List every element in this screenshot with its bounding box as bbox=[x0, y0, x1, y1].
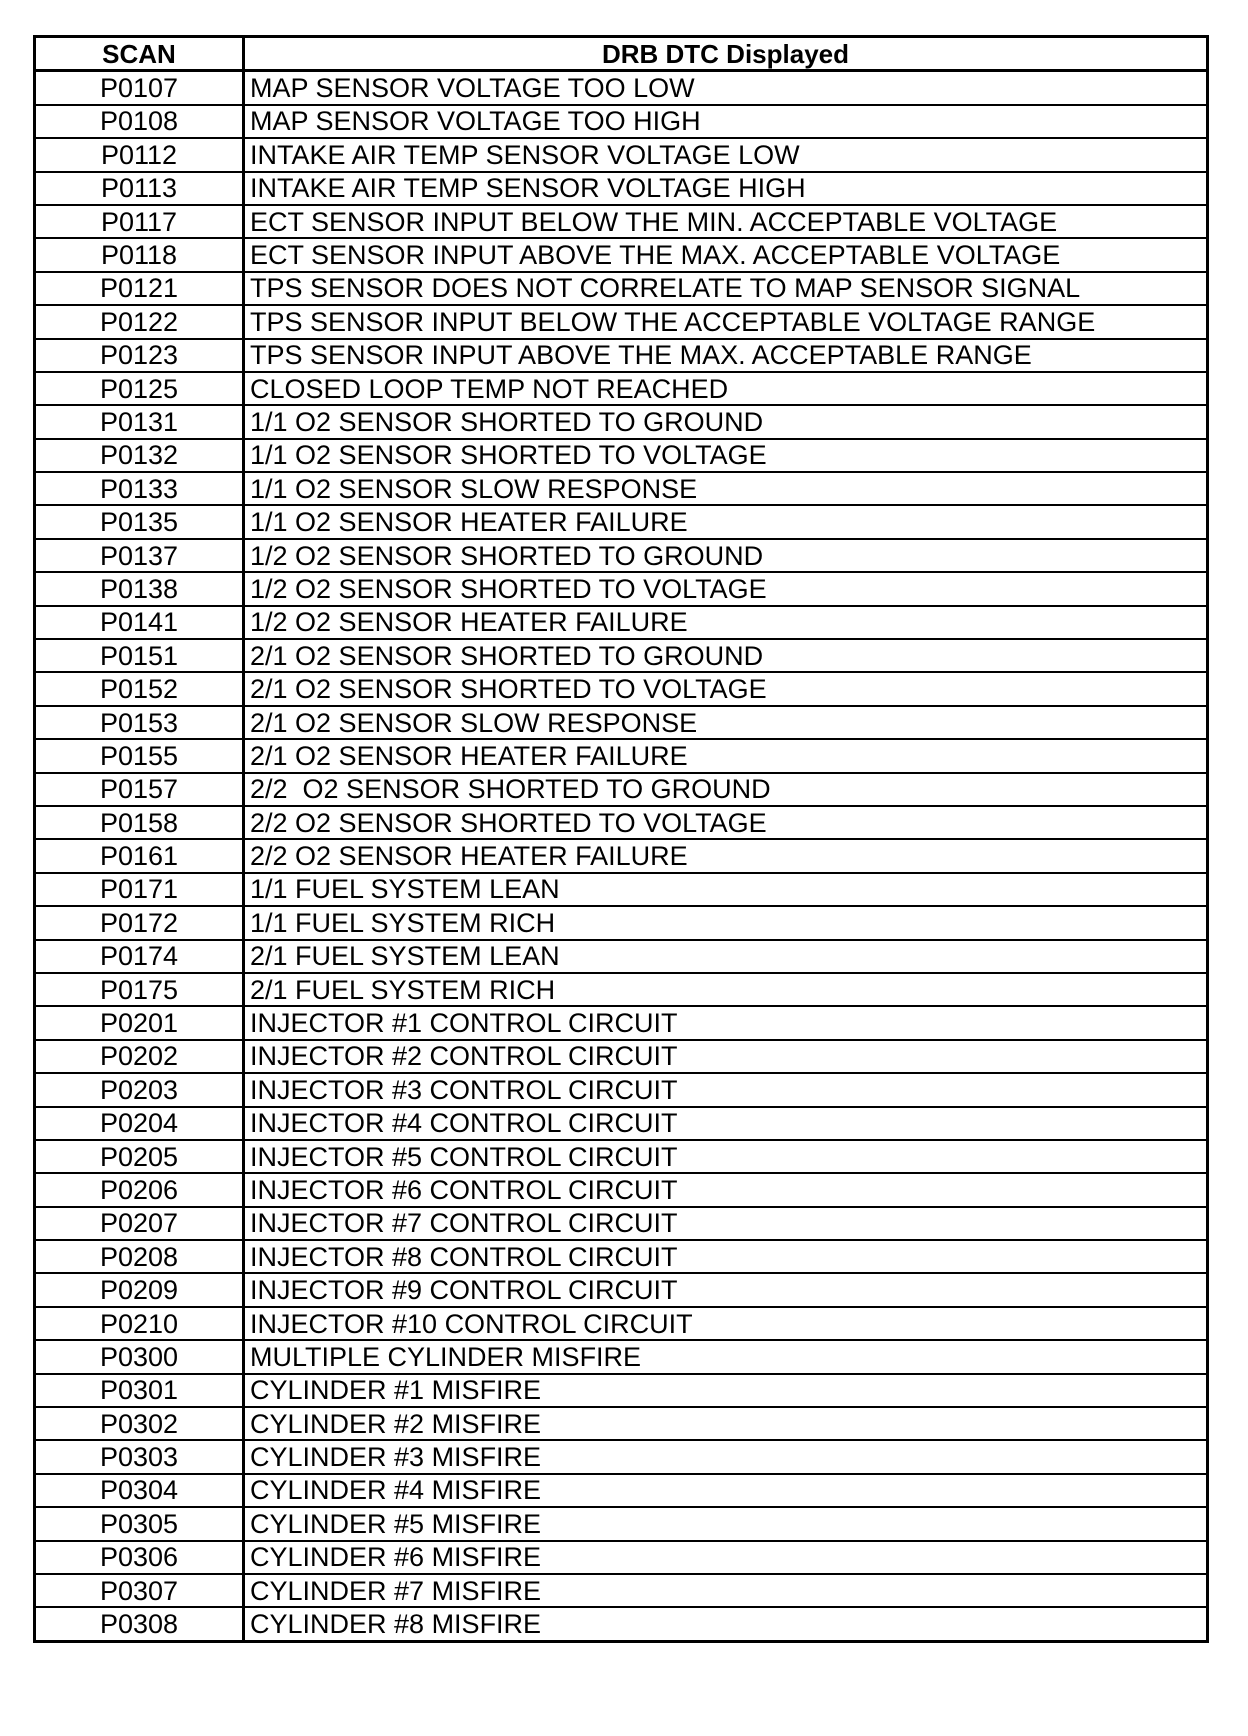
dtc-description-cell: 1/1 O2 SENSOR HEATER FAILURE bbox=[244, 505, 1208, 538]
header-row bbox=[35, 37, 1208, 71]
table-row bbox=[35, 1507, 1208, 1540]
table-row bbox=[35, 739, 1208, 772]
scan-code-cell: P0305 bbox=[35, 1507, 244, 1540]
scan-code-cell: P0207 bbox=[35, 1207, 244, 1240]
dtc-description-cell: INJECTOR #9 CONTROL CIRCUIT bbox=[244, 1273, 1208, 1306]
dtc-description-cell: 1/1 FUEL SYSTEM RICH bbox=[244, 906, 1208, 939]
scan-code-cell: P0203 bbox=[35, 1073, 244, 1106]
dtc-description-cell: 2/2 O2 SENSOR SHORTED TO GROUND bbox=[244, 773, 1208, 806]
table-row bbox=[35, 1407, 1208, 1440]
scan-column-header: SCAN bbox=[35, 37, 244, 71]
table-body bbox=[35, 71, 1208, 1641]
scan-code-cell: P0133 bbox=[35, 472, 244, 505]
dtc-description-cell: MAP SENSOR VOLTAGE TOO HIGH bbox=[244, 105, 1208, 138]
table-row bbox=[35, 1040, 1208, 1073]
dtc-description-cell: 1/1 O2 SENSOR SHORTED TO VOLTAGE bbox=[244, 439, 1208, 472]
scan-code-cell: P0307 bbox=[35, 1574, 244, 1607]
table-row bbox=[35, 238, 1208, 271]
scan-code-cell: P0300 bbox=[35, 1340, 244, 1373]
table-row bbox=[35, 973, 1208, 1006]
dtc-description-cell: TPS SENSOR INPUT BELOW THE ACCEPTABLE VOLTAGE RANGE bbox=[244, 305, 1208, 338]
dtc-table bbox=[33, 35, 1209, 1643]
table-row bbox=[35, 439, 1208, 472]
dtc-description-cell: 1/1 O2 SENSOR SLOW RESPONSE bbox=[244, 472, 1208, 505]
scan-code-cell: P0132 bbox=[35, 439, 244, 472]
dtc-description-cell: INJECTOR #10 CONTROL CIRCUIT bbox=[244, 1307, 1208, 1340]
table-row bbox=[35, 205, 1208, 238]
table-row bbox=[35, 1073, 1208, 1106]
dtc-description-cell: 1/1 FUEL SYSTEM LEAN bbox=[244, 873, 1208, 906]
table-row bbox=[35, 940, 1208, 973]
scan-code-cell: P0210 bbox=[35, 1307, 244, 1340]
scan-code-cell: P0308 bbox=[35, 1607, 244, 1641]
scan-code-cell: P0122 bbox=[35, 305, 244, 338]
dtc-description-cell: MULTIPLE CYLINDER MISFIRE bbox=[244, 1340, 1208, 1373]
table-row bbox=[35, 906, 1208, 939]
scan-code-cell: P0174 bbox=[35, 940, 244, 973]
table-row bbox=[35, 272, 1208, 305]
dtc-description-cell: 1/2 O2 SENSOR HEATER FAILURE bbox=[244, 606, 1208, 639]
dtc-description-cell: INJECTOR #4 CONTROL CIRCUIT bbox=[244, 1107, 1208, 1140]
table-row bbox=[35, 105, 1208, 138]
dtc-description-cell: ECT SENSOR INPUT BELOW THE MIN. ACCEPTABLE VOLTAGE bbox=[244, 205, 1208, 238]
scan-code-cell: P0138 bbox=[35, 572, 244, 605]
scan-code-cell: P0161 bbox=[35, 839, 244, 872]
table-row bbox=[35, 339, 1208, 372]
scan-code-cell: P0108 bbox=[35, 105, 244, 138]
table-row bbox=[35, 672, 1208, 705]
scan-code-cell: P0206 bbox=[35, 1173, 244, 1206]
dtc-description-cell: 1/2 O2 SENSOR SHORTED TO VOLTAGE bbox=[244, 572, 1208, 605]
dtc-description-cell: INJECTOR #2 CONTROL CIRCUIT bbox=[244, 1040, 1208, 1073]
table-row bbox=[35, 1374, 1208, 1407]
dtc-description-cell: INJECTOR #1 CONTROL CIRCUIT bbox=[244, 1006, 1208, 1039]
dtc-description-cell: 2/1 O2 SENSOR HEATER FAILURE bbox=[244, 739, 1208, 772]
dtc-description-cell: INJECTOR #3 CONTROL CIRCUIT bbox=[244, 1073, 1208, 1106]
dtc-description-cell: TPS SENSOR DOES NOT CORRELATE TO MAP SENSOR SIGNAL bbox=[244, 272, 1208, 305]
scan-code-cell: P0135 bbox=[35, 505, 244, 538]
dtc-description-cell: CYLINDER #3 MISFIRE bbox=[244, 1440, 1208, 1473]
scan-code-cell: P0304 bbox=[35, 1474, 244, 1507]
scan-code-cell: P0172 bbox=[35, 906, 244, 939]
scan-code-cell: P0121 bbox=[35, 272, 244, 305]
dtc-description-cell: CYLINDER #7 MISFIRE bbox=[244, 1574, 1208, 1607]
dtc-description-cell: CYLINDER #4 MISFIRE bbox=[244, 1474, 1208, 1507]
table-row bbox=[35, 773, 1208, 806]
table-row bbox=[35, 839, 1208, 872]
dtc-description-cell: 1/1 O2 SENSOR SHORTED TO GROUND bbox=[244, 405, 1208, 438]
scan-code-cell: P0201 bbox=[35, 1006, 244, 1039]
dtc-description-cell: 2/1 O2 SENSOR SHORTED TO VOLTAGE bbox=[244, 672, 1208, 705]
scan-code-cell: P0118 bbox=[35, 238, 244, 271]
dtc-description-cell: TPS SENSOR INPUT ABOVE THE MAX. ACCEPTABLE RANGE bbox=[244, 339, 1208, 372]
table-row bbox=[35, 1173, 1208, 1206]
table-row bbox=[35, 1574, 1208, 1607]
scan-code-cell: P0306 bbox=[35, 1541, 244, 1574]
dtc-description-cell: CYLINDER #8 MISFIRE bbox=[250, 1609, 542, 1640]
table-row bbox=[35, 372, 1208, 405]
table-row bbox=[35, 1207, 1208, 1240]
scan-code-cell: P0117 bbox=[35, 205, 244, 238]
scan-code-cell: P0158 bbox=[35, 806, 244, 839]
scan-code-cell: P0202 bbox=[35, 1040, 244, 1073]
scan-code-cell: P0113 bbox=[35, 172, 244, 205]
scan-code-cell: P0131 bbox=[35, 405, 244, 438]
dtc-description-cell: CYLINDER #5 MISFIRE bbox=[244, 1507, 1208, 1540]
table-row bbox=[35, 1240, 1208, 1273]
scan-code-cell: P0208 bbox=[35, 1240, 244, 1273]
dtc-description-cell: INTAKE AIR TEMP SENSOR VOLTAGE LOW bbox=[244, 138, 1208, 171]
table-row bbox=[35, 1340, 1208, 1373]
scan-code-cell: P0137 bbox=[35, 539, 244, 572]
scan-code-cell: P0152 bbox=[35, 672, 244, 705]
scan-code-cell: P0303 bbox=[35, 1440, 244, 1473]
table-row bbox=[35, 1474, 1208, 1507]
dtc-description-cell: MAP SENSOR VOLTAGE TOO LOW bbox=[244, 71, 1208, 105]
dtc-description-cell: 2/2 O2 SENSOR SHORTED TO VOLTAGE bbox=[244, 806, 1208, 839]
table-row bbox=[35, 1107, 1208, 1140]
dtc-description-cell: 2/1 FUEL SYSTEM RICH bbox=[244, 973, 1208, 1006]
dtc-description-cell: CYLINDER #6 MISFIRE bbox=[244, 1541, 1208, 1574]
table-row bbox=[35, 873, 1208, 906]
table-row bbox=[35, 1607, 1208, 1641]
scan-code-cell: P0205 bbox=[35, 1140, 244, 1173]
table-row bbox=[35, 806, 1208, 839]
table-row bbox=[35, 1140, 1208, 1173]
scan-code-cell: P0157 bbox=[35, 773, 244, 806]
table-row bbox=[35, 706, 1208, 739]
table-row bbox=[35, 1273, 1208, 1306]
scan-code-cell: P0153 bbox=[35, 706, 244, 739]
table-header bbox=[35, 37, 1208, 71]
dtc-description-cell: ECT SENSOR INPUT ABOVE THE MAX. ACCEPTABLE VOLTAGE bbox=[244, 238, 1208, 271]
dtc-description-cell: INJECTOR #8 CONTROL CIRCUIT bbox=[244, 1240, 1208, 1273]
dtc-description-cell: CYLINDER #2 MISFIRE bbox=[244, 1407, 1208, 1440]
scan-code-cell: P0107 bbox=[35, 71, 244, 105]
table-row bbox=[35, 305, 1208, 338]
dtc-description-cell: 2/1 O2 SENSOR SHORTED TO GROUND bbox=[244, 639, 1208, 672]
table-row bbox=[35, 505, 1208, 538]
table-row bbox=[35, 639, 1208, 672]
scan-code-cell: P0155 bbox=[35, 739, 244, 772]
table-row bbox=[35, 539, 1208, 572]
table-row bbox=[35, 172, 1208, 205]
scan-code-cell: P0123 bbox=[35, 339, 244, 372]
scan-code-cell: P0209 bbox=[35, 1273, 244, 1306]
table-row bbox=[35, 472, 1208, 505]
scan-code-cell: P0112 bbox=[35, 138, 244, 171]
scan-code-cell: P0171 bbox=[35, 873, 244, 906]
scan-code-cell: P0302 bbox=[35, 1407, 244, 1440]
scan-code-cell: P0141 bbox=[35, 606, 244, 639]
scan-code-cell: P0175 bbox=[35, 973, 244, 1006]
scan-code-cell: P0125 bbox=[35, 372, 244, 405]
description-column-header: DRB DTC Displayed bbox=[244, 37, 1208, 71]
dtc-description-cell: 2/1 O2 SENSOR SLOW RESPONSE bbox=[244, 706, 1208, 739]
table-row bbox=[35, 1307, 1208, 1340]
dtc-description-cell: 1/2 O2 SENSOR SHORTED TO GROUND bbox=[244, 539, 1208, 572]
dtc-description-cell: 2/2 O2 SENSOR HEATER FAILURE bbox=[244, 839, 1208, 872]
dtc-description-cell: 2/1 FUEL SYSTEM LEAN bbox=[244, 940, 1208, 973]
table-row bbox=[35, 405, 1208, 438]
table-row bbox=[35, 71, 1208, 105]
dtc-description-cell: INTAKE AIR TEMP SENSOR VOLTAGE HIGH bbox=[244, 172, 1208, 205]
table-row bbox=[35, 138, 1208, 171]
table-row bbox=[35, 1440, 1208, 1473]
scan-code-cell: P0151 bbox=[35, 639, 244, 672]
table-row bbox=[35, 1006, 1208, 1039]
dtc-description-cell: INJECTOR #5 CONTROL CIRCUIT bbox=[244, 1140, 1208, 1173]
dtc-description-cell: CYLINDER #1 MISFIRE bbox=[244, 1374, 1208, 1407]
table-row bbox=[35, 572, 1208, 605]
table-row bbox=[35, 1541, 1208, 1574]
table-row bbox=[35, 606, 1208, 639]
dtc-description-cell: INJECTOR #6 CONTROL CIRCUIT bbox=[244, 1173, 1208, 1206]
scan-code-cell: P0204 bbox=[35, 1107, 244, 1140]
dtc-description-cell: CLOSED LOOP TEMP NOT REACHED bbox=[244, 372, 1208, 405]
dtc-description-cell: INJECTOR #7 CONTROL CIRCUIT bbox=[244, 1207, 1208, 1240]
scan-code-cell: P0301 bbox=[35, 1374, 244, 1407]
